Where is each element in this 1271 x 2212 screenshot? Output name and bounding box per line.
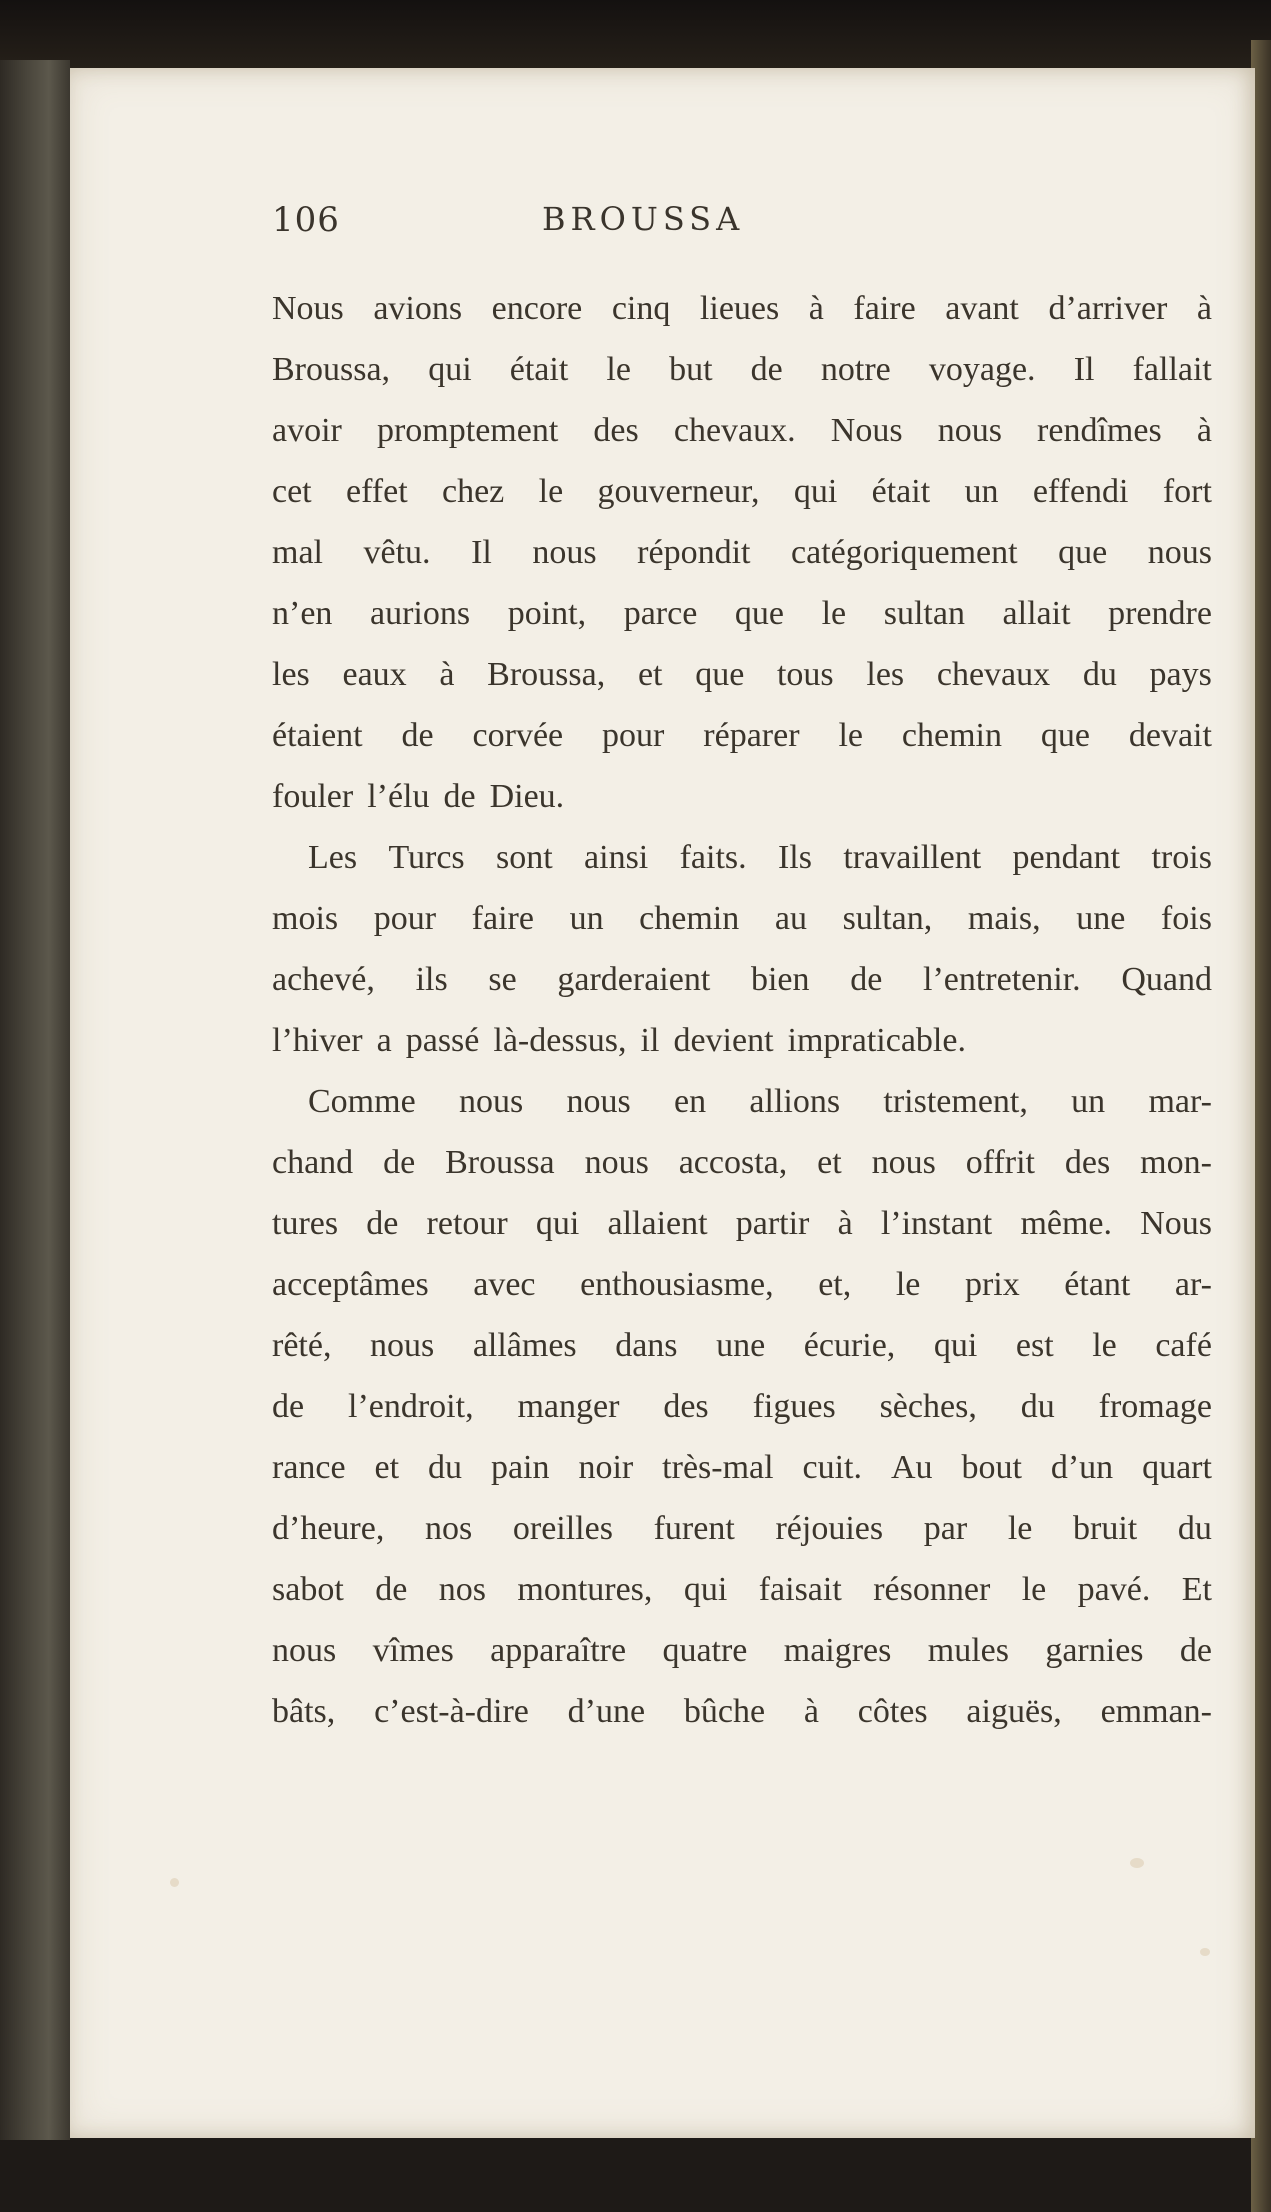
text-line: mois pour faire un chemin au sultan, mais, une fois <box>272 900 1212 937</box>
page-number: 106 <box>272 200 340 240</box>
text-line: Comme nous nous en allions tristement, un mar- <box>308 1083 1212 1120</box>
paragraph <box>272 278 1212 827</box>
text-line: n’en aurions point, parce que le sultan allait prendre <box>272 595 1212 632</box>
text-line: Broussa, qui était le but de notre voyage. Il fallait <box>272 351 1212 388</box>
text-line: avoir promptement des chevaux. Nous nous rendîmes à <box>272 412 1212 449</box>
text-line: Nous avions encore cinq lieues à faire avant d’arriver à <box>272 290 1212 327</box>
text-line: fouler l’élu de Dieu. <box>272 778 565 815</box>
text-line: d’heure, nos oreilles furent réjouies par le bruit du <box>272 1510 1212 1547</box>
text-line: chand de Broussa nous accosta, et nous offrit des mon- <box>272 1144 1212 1181</box>
text-line: achevé, ils se garderaient bien de l’entretenir. Quand <box>272 961 1212 998</box>
foxing-spot <box>1200 1948 1210 1956</box>
running-head: BROUSSA <box>542 200 745 238</box>
text-line: l’hiver a passé là-dessus, il devient impraticable. <box>272 1022 966 1059</box>
text-line: tures de retour qui allaient partir à l’instant même. Nous <box>272 1205 1212 1242</box>
text-line: mal vêtu. Il nous répondit catégoriquement que nous <box>272 534 1212 571</box>
text-line: acceptâmes avec enthousiasme, et, le prix étant ar- <box>272 1266 1212 1303</box>
text-line: les eaux à Broussa, et que tous les chevaux du pays <box>272 656 1212 693</box>
foxing-spot <box>1130 1858 1144 1868</box>
text-line: nous vîmes apparaître quatre maigres mules garnies de <box>272 1632 1212 1669</box>
text-line: Les Turcs sont ainsi faits. Ils travaillent pendant trois <box>308 839 1212 876</box>
book-spine-edge <box>0 60 70 2140</box>
text-line: bâts, c’est-à-dire d’une bûche à côtes aiguës, emman- <box>272 1693 1212 1730</box>
text-line: rance et du pain noir très-mal cuit. Au bout d’un quart <box>272 1449 1212 1486</box>
text-line: sabot de nos montures, qui faisait résonner le pavé. Et <box>272 1571 1212 1608</box>
paragraph <box>272 1071 1212 1742</box>
text-line: rêté, nous allâmes dans une écurie, qui est le café <box>272 1327 1212 1364</box>
text-line: de l’endroit, manger des figues sèches, du fromage <box>272 1388 1212 1425</box>
paragraph <box>272 827 1212 1071</box>
top-shadow <box>0 0 1271 70</box>
foxing-spot <box>170 1878 179 1887</box>
text-line: étaient de corvée pour réparer le chemin que devait <box>272 717 1212 754</box>
page-header <box>272 200 872 260</box>
text-line: cet effet chez le gouverneur, qui était un effendi fort <box>272 473 1212 510</box>
body-text <box>272 278 1212 1742</box>
